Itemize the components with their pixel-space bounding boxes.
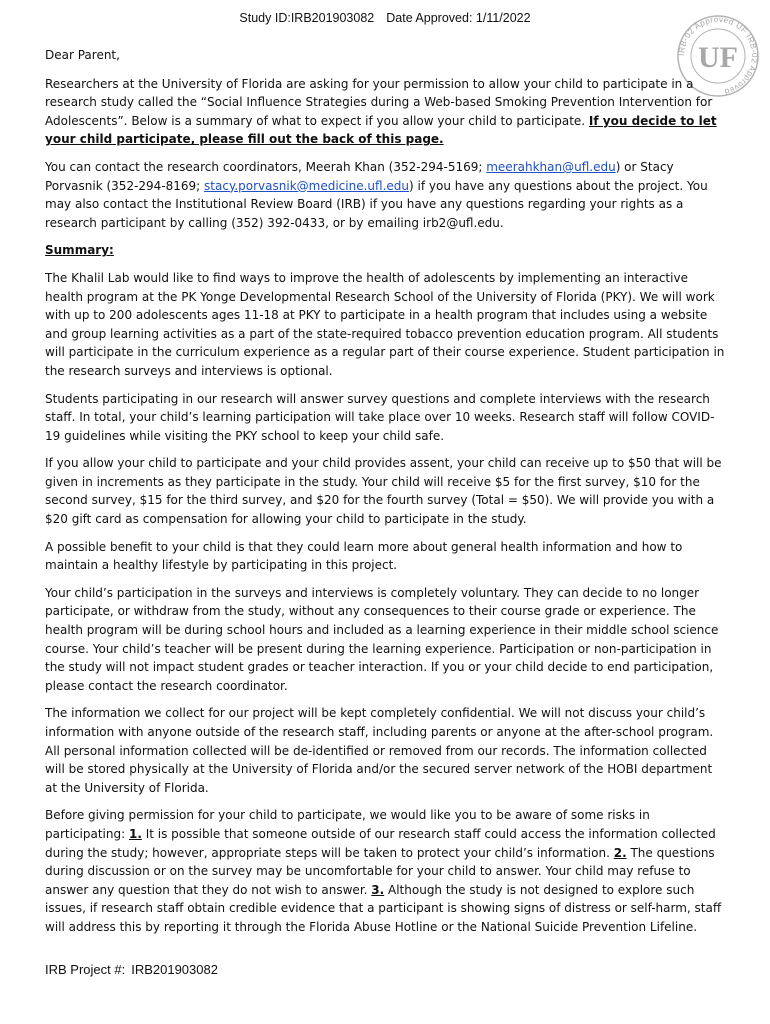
program-paragraph: The Khalil Lab would like to find ways to improve the health of adolescents by implementing an interactive health program at the PK Yonge Developmental Research School of the University of Florida (PKY). We will work with up to 200 adolescents ages 11-18 at PKY to participate in a health program that includes using a website and group learning activities as a part of the state-required tobacco prevention education program. All students will participate in the curriculum experience as a regular part of their course experience. Student participation in the research surveys and interviews is optional.: [45, 270, 725, 378]
seal-ring-text: IRB-02 Approved UF IRB-02 Approved: [676, 14, 760, 97]
benefit-paragraph: A possible benefit to your child is that they could learn more about general health information and how to maintain a healthy lifestyle by participating in this project.: [45, 539, 683, 573]
uf-logo: UF: [698, 41, 738, 74]
risk-number-3: 3.: [371, 882, 385, 897]
instruction-emphasis: If you decide to let your child participate, please fill out the back of this page.: [45, 113, 717, 147]
page-footer: [45, 962, 218, 977]
irb-project-label: IRB Project #:: [45, 962, 126, 977]
participation-paragraph: Students participating in our research will answer survey questions and complete interviews with the research staff. In total, your child’s learning participation will take place over 10 weeks. Research staff will follow COVID-19 guidelines while visiting the PKY school to keep your child safe.: [45, 391, 715, 443]
risk-number-2: 2.: [613, 845, 627, 860]
page-header: [0, 11, 770, 25]
date-approved: Date Approved: 1/11/2022: [386, 11, 531, 25]
greeting: Dear Parent,: [45, 48, 120, 62]
summary-heading: Summary:: [45, 243, 114, 258]
confidentiality-paragraph: The information we collect for our project will be kept completely confidential. We will not discuss your child’s information with anyone outside of the research staff, including parents or anyone at the after-school program. All personal information collected will be de-identified or removed from our records. The information collected will be stored physically at the University of Florida and/or the secured server network of the HOBI department at the University of Florida.: [45, 706, 714, 795]
compensation-paragraph: If you allow your child to participate and your child provides assent, your child can receive up to $50 that will be given in increments as they participate in the study. Your child will receive $5 for the first survey, $10 for the second survey, $15 for the third survey, and $20 for the fourth survey (Total = $50). We will provide you with a $20 gift card as compensation for allowing your child to participate in the study.: [45, 456, 722, 527]
voluntary-paragraph: Your child’s participation in the surveys and interviews is completely voluntary. They can decide to no longer participate, or withdraw from the study, without any consequences to their course grade or experience. The health program will be during school hours and included as a learning experience in their middle school science course. Your child’s teacher will be present during the learning experience. Participation or non-participation in the study will not impact student grades or teacher interaction. If you or your child decide to end participation, please contact the research coordinator.: [45, 585, 719, 693]
intro-paragraph: Researchers at the University of Florida are asking for your permission to allow your child to participate in a research study called the “Social Influence Strategies during a Web-based Smoking Prevention Intervention for Adolescents”. Below is a summary of what to expect if you allow your child to participate. If you decide to let your child participate, please fill out the back of this page.: [45, 76, 717, 147]
risk-number-1: 1.: [128, 826, 142, 841]
email-link-meerah[interactable]: meerahkhan@ufl.edu: [486, 159, 616, 174]
contact-paragraph: You can contact the research coordinators, Meerah Khan (352-294-5169; meerahkhan@ufl.edu) or Stacy Porvasnik (352-294-8169; stacy.porvasnik@medicine.ufl.edu) if you have any questions about the project. You may also contact the Institutional Review Board (IRB) if you have any questions regarding your rights as a research participant by calling (352) 392-0433, or by emailing irb2@ufl.edu.: [45, 159, 708, 230]
risks-paragraph: Before giving permission for your child to participate, we would like you to be aware of some risks in participating: 1. It is possible that someone outside of our research staff could access the information collected during the study; however, appropriate steps will be taken to protect your child’s information. 2. The questions during discussion or on the survey may be uncomfortable for your child to answer. Your child may refuse to answer any question that they do not wish to answer. 3. Although the study is not designed to explore such issues, if research staff obtain credible evidence that a participant is showing signs of distress or self-harm, staff will address this by reporting it through the Florida Abuse Hotline or the National Suicide Prevention Lifeline.: [45, 808, 722, 934]
letter-body: [45, 46, 725, 946]
email-link-stacy[interactable]: stacy.porvasnik@medicine.ufl.edu: [204, 178, 409, 193]
study-id: Study ID:IRB201903082: [239, 11, 375, 25]
irb-project-number: IRB201903082: [131, 962, 218, 977]
